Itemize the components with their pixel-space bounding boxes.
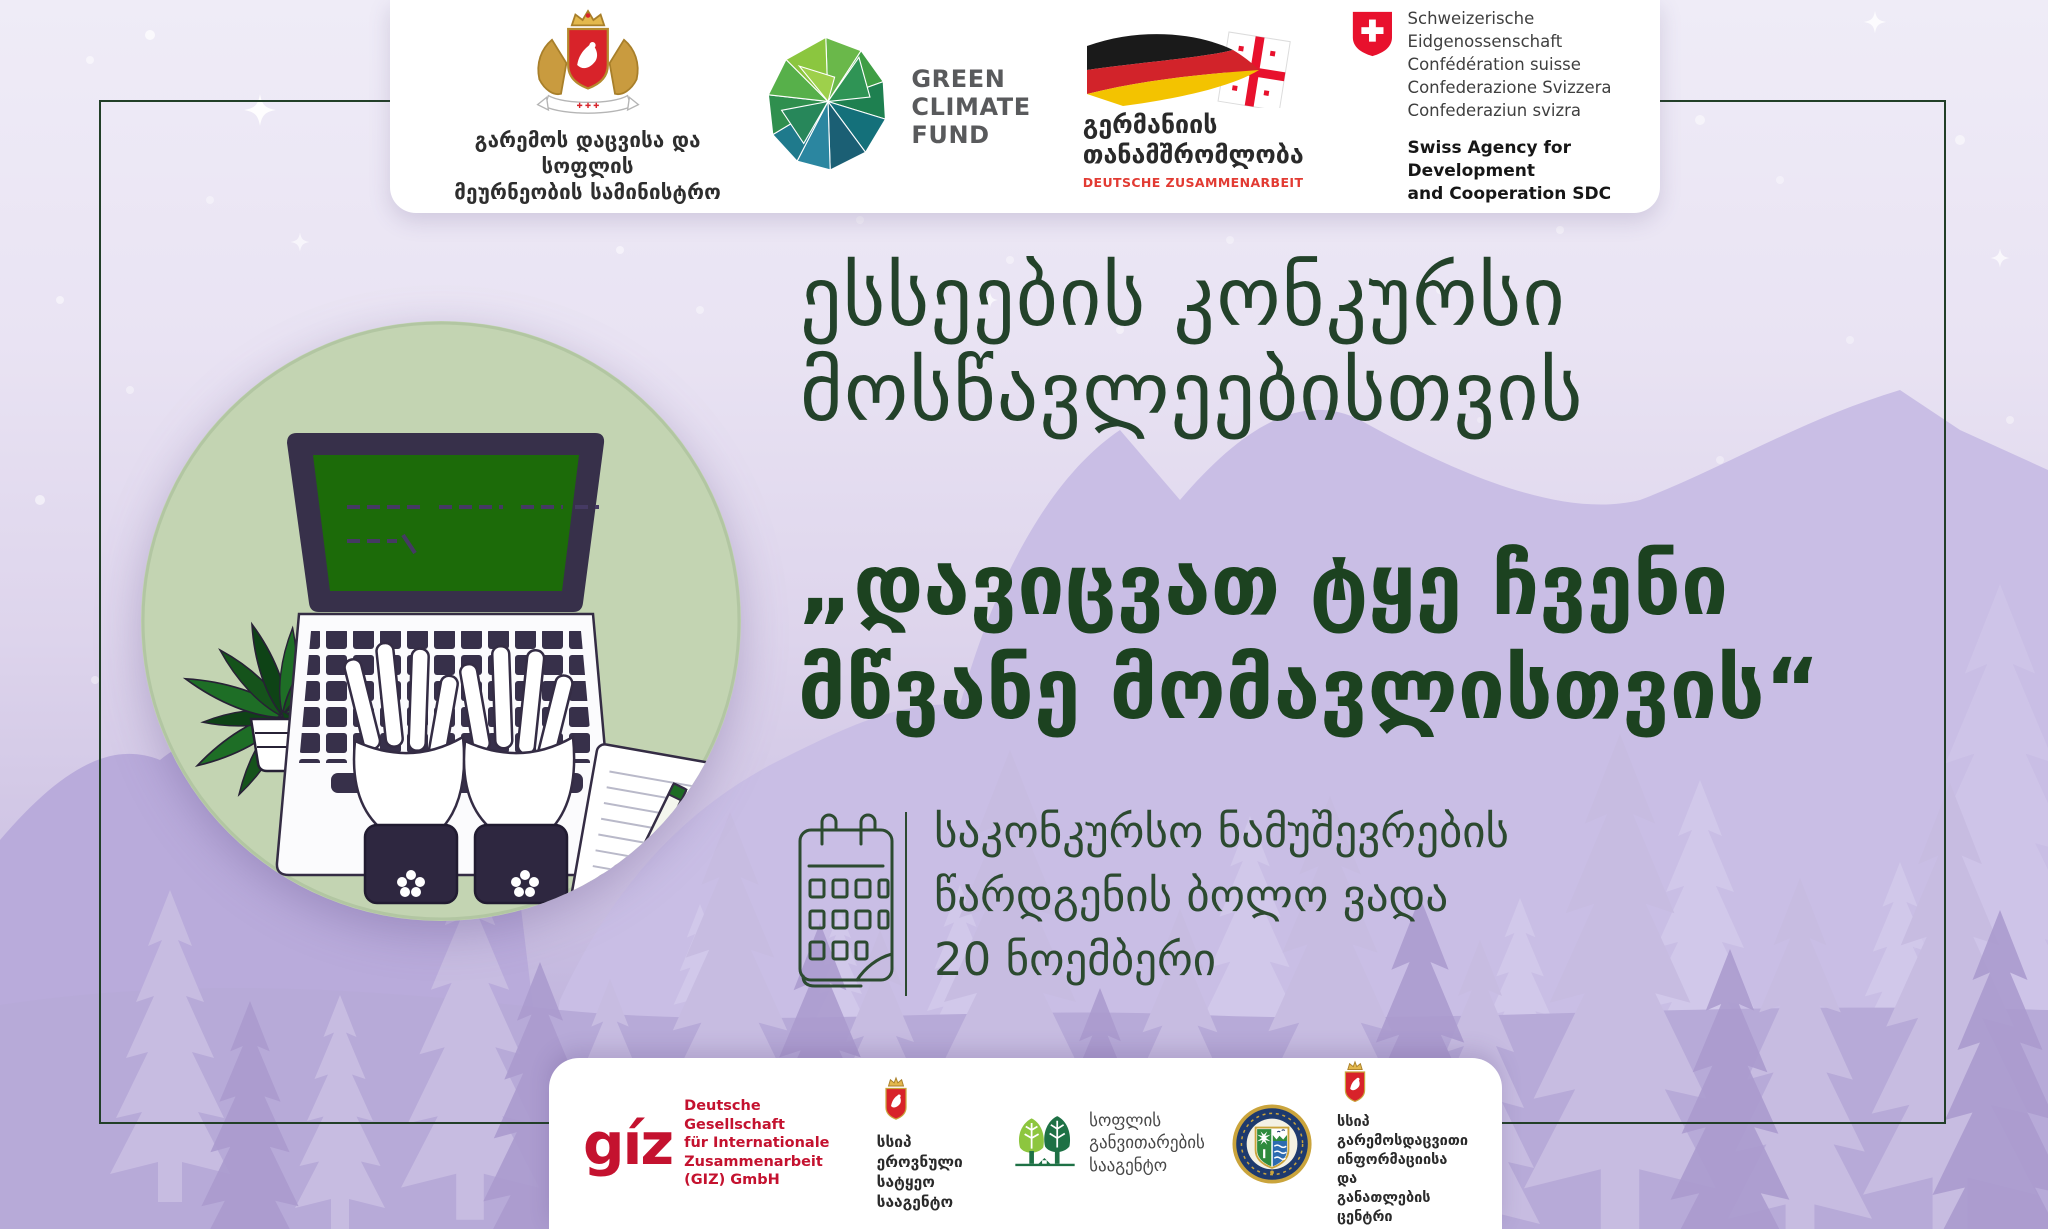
- partner-logo-bar-top: [390, 0, 1660, 213]
- calendar-icon: [795, 806, 897, 988]
- green-climate-fund-logo-block: [759, 33, 1030, 181]
- swiss-line-1: Schweizerische Eidgenossenschaft: [1407, 9, 1563, 51]
- svg-text:✚ ✚ ✚: ✚ ✚ ✚: [576, 100, 599, 110]
- env-line3: განათლების ცენტრი: [1337, 1190, 1431, 1225]
- rural-development-trees-icon: [1013, 1114, 1077, 1174]
- deadline-line1: საკონკურსო ნამუშევრების: [934, 805, 1510, 858]
- contest-title-line2: მოსწავლეებისთვის: [800, 345, 1584, 440]
- environment-center-emblem-icon: [1337, 1060, 1373, 1108]
- german-coop-subtitle: DEUTSCHE ZUSAMMENARBEIT: [1082, 174, 1304, 190]
- laptop-illustration: [135, 315, 747, 927]
- contest-title: [800, 250, 1584, 440]
- deadline-divider: [905, 812, 907, 996]
- environment-center-logo-block: [1337, 1060, 1468, 1227]
- forest-protection-seal-icon: [1231, 1091, 1313, 1197]
- laptop-screen: [313, 455, 579, 591]
- quote-line2: მწვანე მომავლისთვის“: [798, 640, 1820, 738]
- rural-development-name: [1089, 1110, 1205, 1178]
- forestry-agency-name: [877, 1132, 985, 1212]
- quote-line1: „დავიცვათ ტყე ჩვენი: [798, 536, 1729, 634]
- swiss-line-3: Confederazione Svizzera: [1407, 78, 1612, 97]
- forestry-line2: სატყეო სააგენტო: [876, 1172, 954, 1211]
- forestry-agency-logo-block: [877, 1076, 985, 1212]
- rural-development-logo-block: [1013, 1110, 1205, 1178]
- swiss-sdc-logo-block: [1352, 7, 1660, 206]
- giz-wordmark: gíz: [583, 1109, 673, 1178]
- rural-line2: განვითარების: [1089, 1133, 1205, 1154]
- contest-theme-quote: [798, 533, 1820, 741]
- swiss-cross-shield-icon: [1352, 7, 1393, 61]
- swiss-line-4: Confederaziun svizra: [1407, 101, 1582, 120]
- ministry-name: [442, 127, 733, 205]
- swiss-text-column: [1408, 7, 1660, 206]
- notepad: [569, 743, 724, 927]
- gcf-line1: GREEN: [911, 64, 1006, 93]
- ministry-name-line1: გარემოს დაცვისა და სოფლის: [474, 127, 701, 178]
- swiss-agency-line2: and Cooperation SDC: [1407, 184, 1612, 204]
- environment-center-name: [1337, 1113, 1468, 1227]
- ministry-name-line2: მეურნეობის სამინისტრო: [454, 179, 722, 204]
- ministry-logo-block: [442, 9, 733, 205]
- forestry-agency-emblem-icon: [877, 1076, 915, 1126]
- deadline-line2: წარდგენის ბოლო ვადა: [934, 869, 1449, 922]
- german-coop-geo-line2: თანამშრომლობა: [1082, 139, 1304, 169]
- german-coop-geo-line1: გერმანიის: [1082, 109, 1218, 139]
- georgia-coat-of-arms-icon: [525, 9, 651, 121]
- german-georgian-wave-flags-icon: [1083, 24, 1295, 108]
- giz-line2: für Internationale: [684, 1135, 830, 1152]
- contest-title-line1: ესსეების კონკურსი: [800, 250, 1566, 345]
- swiss-agency-line1: Swiss Agency for Development: [1407, 138, 1571, 181]
- german-coop-georgian-text: [1083, 110, 1304, 170]
- swiss-line-2: Confédération suisse: [1407, 55, 1581, 74]
- env-line1: სსიპ გარემოსდაცვითი: [1337, 1114, 1468, 1149]
- gcf-wordmark: [911, 65, 1030, 149]
- giz-line3: Zusammenarbeit (GIZ) GmbH: [684, 1153, 823, 1189]
- giz-logo-block: [583, 1097, 847, 1190]
- deadline-text: [934, 800, 1509, 992]
- giz-line1: Deutsche Gesellschaft: [684, 1098, 785, 1133]
- gcf-globe-icon: [759, 33, 897, 181]
- giz-text: [684, 1097, 847, 1190]
- partner-logo-bar-bottom: [549, 1058, 1502, 1229]
- rural-line1: სოფლის: [1089, 1110, 1162, 1131]
- gcf-line3: FUND: [911, 120, 990, 149]
- deadline-line3: 20 ნოემბერი: [934, 933, 1217, 986]
- rural-line3: სააგენტო: [1089, 1155, 1168, 1176]
- gcf-line2: CLIMATE: [911, 92, 1031, 121]
- german-cooperation-logo-block: [1083, 24, 1304, 190]
- env-line2: ინფორმაციისა და: [1337, 1152, 1448, 1187]
- forestry-line1: სსიპ ეროვნული: [876, 1132, 963, 1171]
